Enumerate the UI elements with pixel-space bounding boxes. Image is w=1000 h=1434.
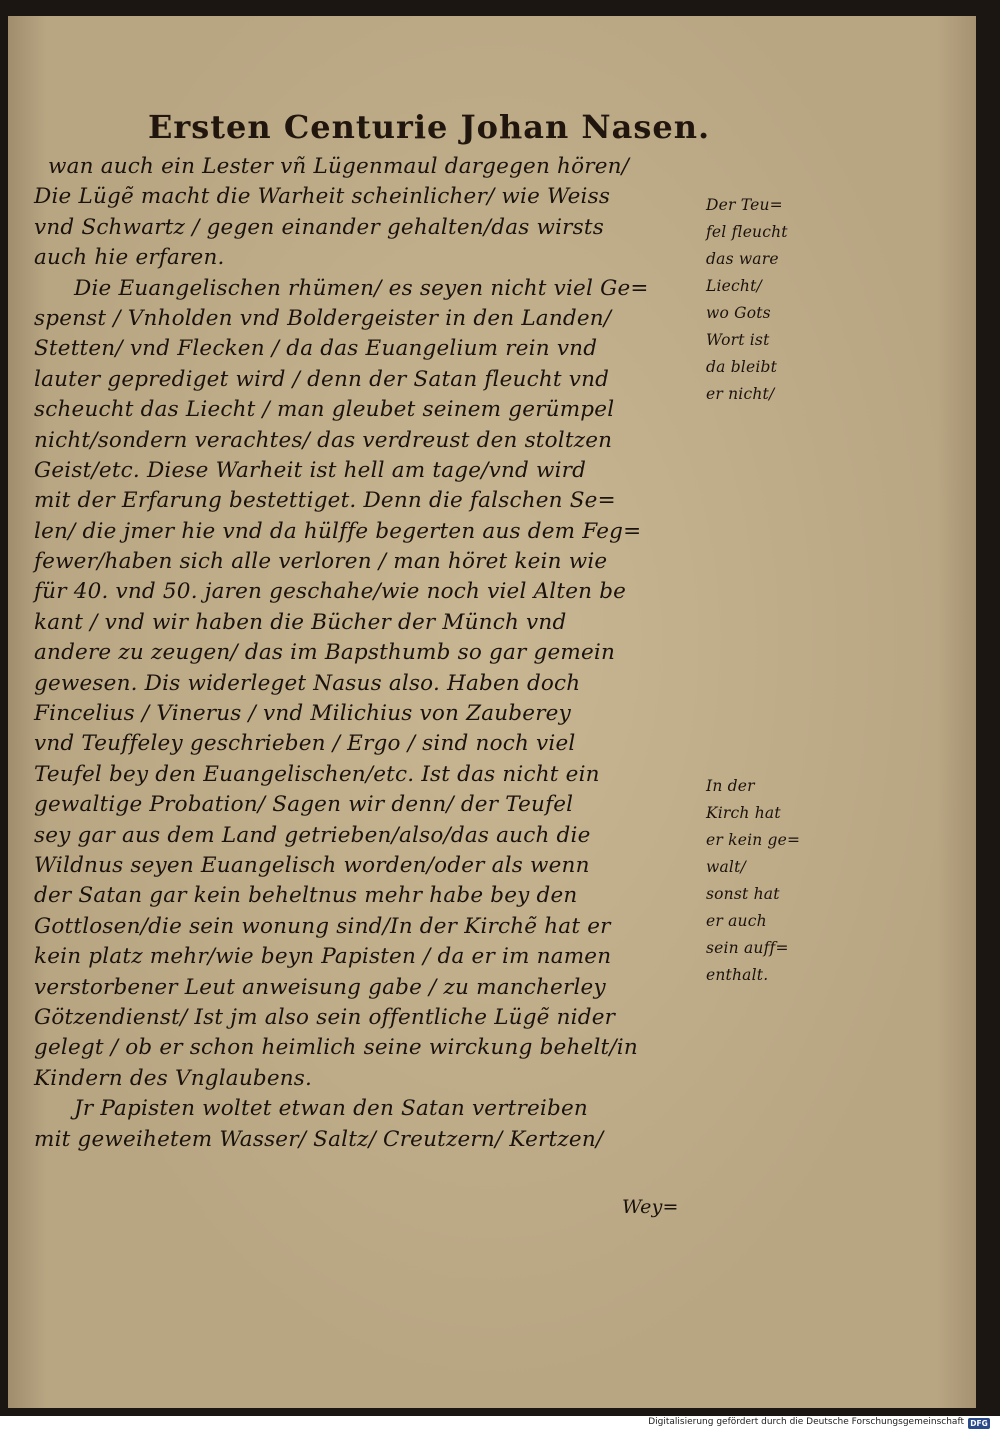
text-line: für 40. vnd 50. jaren geschahe/wie noch viel Alten be — [34, 579, 627, 605]
text-line: len/ die jmer hie vnd da hülffe begerten aus dem Feg= — [34, 518, 642, 544]
marginal-note-line: Kirch hat — [706, 804, 781, 822]
marginal-note-line: da bleibt — [706, 358, 778, 376]
marginal-note-line: er auch — [706, 912, 767, 930]
marginal-note-line: er kein ge= — [706, 831, 801, 849]
text-line: mit geweihetem Wasser/ Saltz/ Creutzern/ Kertzen/ — [34, 1126, 604, 1152]
text-line: kein platz mehr/wie beyn Papisten / da er im namen — [34, 944, 612, 970]
marginal-note-line: enthalt. — [706, 966, 769, 984]
marginal-note-line: In der — [706, 777, 755, 795]
catchword: Wey= — [622, 1196, 679, 1218]
text-line: Kindern des Vnglaubens. — [34, 1065, 313, 1091]
text-line: Die Euangelischen rhümen/ es seyen nicht viel Ge= — [74, 275, 649, 301]
marginal-note-line: Der Teu= — [706, 196, 783, 214]
marginal-note-line: sonst hat — [706, 885, 780, 903]
text-line: Geist/etc. Diese Warheit ist hell am tage/vnd wird — [34, 457, 587, 483]
marginal-note-1 — [706, 192, 806, 408]
text-line: Wildnus seyen Euangelisch worden/oder als wenn — [34, 852, 590, 878]
text-line: Teufel bey den Euangelischen/etc. Ist das nicht ein — [34, 761, 600, 787]
text-line: gelegt / ob er schon heimlich seine wirckung behelt/in — [34, 1035, 638, 1061]
text-line: gewesen. Dis widerleget Nasus also. Haben doch — [34, 670, 581, 696]
text-line: auch hie erfaren. — [34, 245, 225, 271]
text-line: Gottlosen/die sein wonung sind/In der Kirchẽ hat er — [34, 913, 611, 939]
text-line: der Satan gar kein beheltnus mehr habe bey den — [34, 883, 578, 909]
text-line: kant / vnd wir haben die Bücher der Münch vnd — [34, 609, 567, 635]
text-line: scheucht das Liecht / man gleubet seinem gerümpel — [34, 397, 615, 423]
marginal-note-line: sein auff= — [706, 939, 789, 957]
dfg-logo: DFG — [968, 1418, 990, 1429]
text-line: fewer/haben sich alle verloren / man höret kein wie — [34, 549, 608, 575]
text-line: lauter geprediget wird / denn der Satan fleucht vnd — [34, 366, 610, 392]
text-line: gewaltige Probation/ Sagen wir denn/ der Teufel — [34, 792, 574, 818]
marginal-note-line: walt/ — [706, 858, 746, 876]
text-line: nicht/sondern verachtes/ das verdreust den stoltzen — [34, 427, 613, 453]
text-line: spenst / Vnholden vnd Boldergeister in den Landen/ — [34, 305, 612, 331]
text-line: Götzendienst/ Ist jm also sein offentliche Lügẽ nider — [34, 1004, 616, 1030]
text-line: verstorbener Leut anweisung gabe / zu mancherley — [34, 974, 606, 1000]
text-line: andere zu zeugen/ das im Bapsthumb so gar gemein — [34, 640, 616, 666]
main-text-block — [34, 152, 714, 1155]
text-line: Stetten/ vnd Flecken / da das Euangelium rein vnd — [34, 336, 598, 362]
marginal-note-line: fel fleucht — [706, 223, 788, 241]
text-line: vnd Teuffeley geschrieben / Ergo / sind noch viel — [34, 731, 576, 757]
text-line: Die Lügẽ macht die Warheit scheinlicher/ wie Weiss — [34, 184, 611, 210]
marginal-note-line: Wort ist — [706, 331, 770, 349]
text-line: Fincelius / Vinerus / vnd Milichius von Zauberey — [34, 701, 571, 727]
marginal-note-line: wo Gots — [706, 304, 771, 322]
marginal-note-2 — [706, 773, 806, 989]
text-line: mit der Erfarung bestettiget. Denn die falschen Se= — [34, 488, 616, 514]
marginal-note-line: das ware — [706, 250, 779, 268]
text-line: vnd Schwartz / gegen einander gehalten/das wirsts — [34, 214, 604, 240]
book-page — [8, 16, 976, 1408]
text-line: sey gar aus dem Land getrieben/also/das auch die — [34, 822, 591, 848]
text-line: Jr Papisten woltet etwan den Satan vertreiben — [74, 1096, 588, 1122]
marginal-note-line: Liecht/ — [706, 277, 762, 295]
marginal-note-line: er nicht/ — [706, 385, 775, 403]
text-line: wan auch ein Lester vñ Lügenmaul dargegen hören/ — [48, 154, 630, 179]
digitization-credit: Digitalisierung gefördert durch die Deutsche Forschungsgemeinschaft — [648, 1417, 964, 1427]
running-head: Ersten Centurie Johan Nasen. — [148, 108, 711, 146]
